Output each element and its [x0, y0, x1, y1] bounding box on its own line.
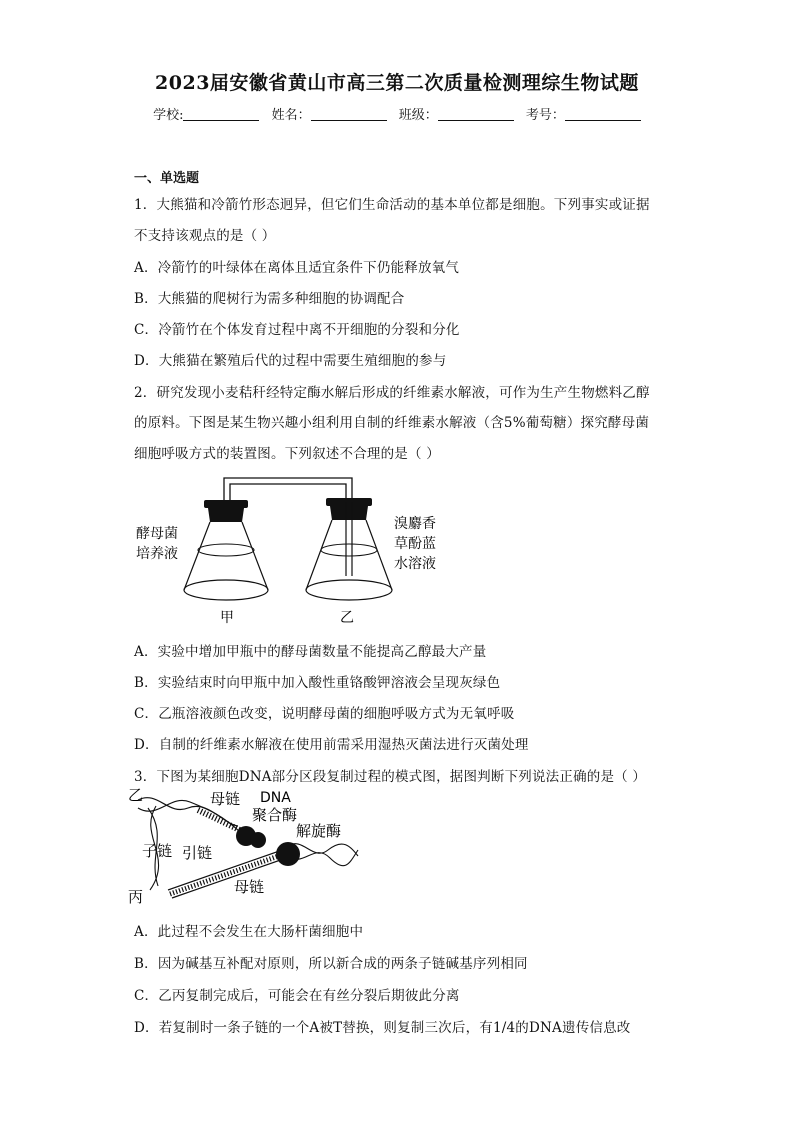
label-dna: DNA — [260, 790, 291, 806]
q2-stem-line1: 2．研究发现小麦秸秆经特定酶水解后形成的纤维素水解液，可作为生产生物燃料乙醇 — [134, 385, 650, 401]
q3-option-c[interactable]: C．乙丙复制完成后，可能会在有丝分裂后期彼此分离 — [134, 988, 460, 1004]
flask-a-base — [184, 580, 268, 600]
label-btb-1: 溴麝香 — [394, 516, 436, 532]
section-title: 一、单选题 — [134, 171, 200, 186]
label-yeast-1: 酵母菌 — [136, 526, 178, 542]
school-label: 学校: — [153, 108, 184, 123]
label-btb-2: 草酚蓝 — [394, 536, 436, 552]
flask-a-stopper-top — [204, 500, 248, 508]
school-blank[interactable] — [183, 108, 259, 121]
helicase-shape — [276, 842, 300, 866]
dna-polymerase-shape-2 — [250, 832, 266, 848]
q2-option-b[interactable]: B．实验结束时向甲瓶中加入酸性重铬酸钾溶液会呈现灰绿色 — [134, 675, 501, 691]
fermentation-apparatus-diagram — [130, 470, 450, 630]
student-info-line — [0, 104, 794, 123]
q2-option-a[interactable]: A．实验中增加甲瓶中的酵母菌数量不能提高乙醇最大产量 — [134, 644, 487, 660]
flask-b-base — [306, 580, 392, 600]
q2-stem-line2: 的原料。下图是某生物兴趣小组利用自制的纤维素水解液（含5%葡萄糖）探究酵母菌 — [134, 415, 650, 431]
label-btb-3: 水溶液 — [394, 556, 436, 572]
label-flask-b: 乙 — [340, 610, 354, 626]
flask-b-stopper-top — [326, 498, 372, 506]
q3-option-a[interactable]: A．此过程不会发生在大肠杆菌细胞中 — [134, 924, 364, 940]
name-blank[interactable] — [311, 108, 387, 121]
page-title: 2023届安徽省黄山市高三第二次质量检测理综生物试题 — [155, 72, 639, 94]
q2-option-c[interactable]: C．乙瓶溶液颜色改变，说明酵母菌的细胞呼吸方式为无氧呼吸 — [134, 706, 515, 722]
class-label: 班级： — [398, 108, 438, 123]
q3-stem-line1: 3．下图为某细胞DNA部分区段复制过程的模式图，据图判断下列说法正确的是（ ） — [134, 769, 647, 785]
exam-number-blank[interactable] — [565, 108, 641, 121]
class-blank[interactable] — [438, 108, 514, 121]
name-label: 姓名： — [271, 108, 311, 123]
flask-a-liquid-level — [198, 544, 254, 556]
q2-figure-apparatus — [130, 470, 450, 634]
flask-b-liquid-level — [321, 544, 377, 556]
label-helicase: 解旋酶 — [296, 822, 342, 840]
q1-stem-line2: 不支持该观点的是（ ） — [134, 228, 276, 244]
q2-option-d[interactable]: D．自制的纤维素水解液在使用前需采用湿热灭菌法进行灭菌处理 — [134, 737, 529, 753]
label-polymerase: 聚合酶 — [252, 806, 298, 824]
label-parent-top: 母链 — [210, 790, 241, 808]
q1-stem-line1: 1．大熊猫和冷箭竹形态迥异，但它们生命活动的基本单位都是细胞。下列事实或证据 — [134, 197, 650, 213]
q1-option-d[interactable]: D．大熊猫在繁殖后代的过程中需要生殖细胞的参与 — [134, 353, 447, 369]
label-yi: 乙 — [128, 786, 144, 804]
q2-stem-line3: 细胞呼吸方式的装置图。下列叙述不合理的是（ ） — [134, 446, 440, 462]
q3-option-d[interactable]: D．若复制时一条子链的一个A被T替换，则复制三次后，有1/4的DNA遗传信息改 — [134, 1020, 631, 1036]
label-parent-bottom: 母链 — [234, 878, 265, 896]
label-yeast-2: 培养液 — [136, 546, 178, 562]
dna-replication-diagram — [128, 786, 368, 906]
lower-strand-outer-2 — [172, 856, 292, 898]
flask-b-stopper — [330, 506, 368, 520]
q1-option-b[interactable]: B．大熊猫的爬树行为需多种细胞的协调配合 — [134, 291, 405, 307]
q1-option-c[interactable]: C．冷箭竹在个体发育过程中离不开细胞的分裂和分化 — [134, 322, 460, 338]
label-bing: 丙 — [128, 888, 144, 906]
label-primer: 引链 — [182, 844, 213, 862]
exam-number-label: 考号： — [525, 108, 565, 123]
label-daughter: 子链 — [142, 842, 173, 860]
q3-figure-dna-replication — [128, 786, 368, 910]
label-flask-a: 甲 — [220, 610, 234, 626]
q1-option-a[interactable]: A．冷箭竹的叶绿体在离体且适宜条件下仍能释放氧气 — [134, 260, 460, 276]
q3-option-b[interactable]: B．因为碱基互补配对原则，所以新合成的两条子链碱基序列相同 — [134, 956, 528, 972]
flask-a-stopper — [208, 508, 244, 522]
